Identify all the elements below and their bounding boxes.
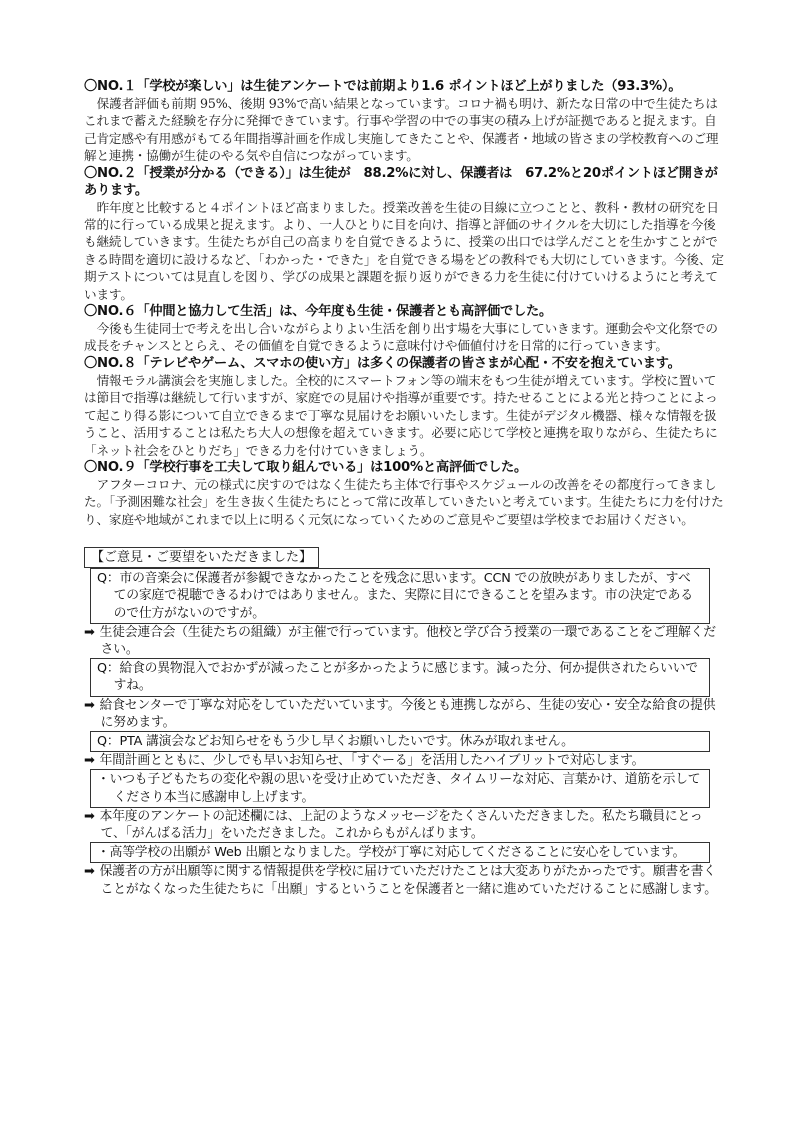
answer-text [84,863,724,897]
opinions-section [84,546,724,898]
section-paragraph: アフターコロナ、元の様式に戻すのではなく生徒たち主体で行事やスケジュールの改善をその都度行ってきました。「予測困難な社会」を生き抜く生徒たちにとって常に改革していきたいと考えています。生徒たちに力を付けたり、家庭や地域がこれまで以上に明るく元気になっていくためのご意見やご要望は学校までお届けください。 [84,476,724,527]
section-no8 [84,355,724,459]
section-no2 [84,165,724,303]
question-box [90,769,710,807]
answer-text [84,624,724,658]
section-heading: 〇NO.１「学校が楽しい」は生徒アンケートでは前期より1.6 ポイントほど上がりました（93.3%）。 [84,79,682,94]
section-heading: 〇NO.８「テレビやゲーム、スマホの使い方」は多くの保護者の皆さまが心配・不安を抱えています。 [84,355,681,371]
arrow-right-icon: ➡ [84,864,95,880]
section-paragraph: 今後も生徒同士で考えを出し合いながらよりよい生活を創り出す場を大事にしていきます。運動会や文化祭での成長をチャンスととらえ、その価値を自覚できるように意味付けや価値付けを日常的に行っていきます。 [84,321,718,354]
answer-text [84,697,724,731]
arrow-right-icon: ➡ [84,808,95,824]
section-paragraph: 情報モラル講演会を実施しました。全校的にスマートフォン等の端末をもつ生徒が増えています。学校に置いては節目で指導は継続して行いますが、家庭での見届けや指導が重要です。持たせることによる光と持つことによって起こり得る影について自立できるまで丁寧な見届けをお願いいたします。生徒がデジタル機器、様々な情報を扱うこと、活用することは私たち大人の想像を超えていきます。必要に応じて学校と連携を取りながら、生徒たちに「ネット社会をひとりだち」できる力を付けていきましょう。 [84,372,718,458]
question-text: Q：市の音楽会に保護者が参観できなかったことを残念に思います。CCN での放映がありましたが、すべての家庭で視聴できるわけではありません。また、実際に目にできることを望みます。市の決定であるので仕方がないのですが。 [97,571,693,621]
spacer [84,528,724,546]
section-paragraph: 昨年度と比較すると４ポイントほど高まりました。授業改善を生徒の目線に立つことと、教科・教材の研究を日常的に行っている成果と捉えます。より、一人ひとりに目を向け、指導と評価のサイクルを大切にした指導を今後も継続していきます。生徒たちが自己の高まりを自覚できるように、授業の出口では学んだことを生かすことができる時間を適切に設けるなど、「わかった・できた」を自覚できる場をどの教科でも大切にしていきます。今後、定期テストについては見直しを図り、学びの成果と課題を振り返りができる力を生徒に付けていけるようにと考えています。 [84,199,724,302]
answer-text [84,752,724,769]
question-box [90,658,710,696]
question-text: Q：PTA 講演会などお知らせをもう少し早くお願いしたいです。休みが取れません。 [97,733,574,749]
question-text: ・いつも子どもたちの変化や親の思いを受け止めていただき、タイムリーな対応、言葉かけ、道筋を示してくださり本当に感謝申し上げます。 [97,772,701,805]
section-no6 [84,303,724,355]
question-box [90,731,710,752]
question-box [90,842,710,863]
answer-body: 給食センターで丁寧な対応をしていただいています。今後とも連携しながら、生徒の安心・安全な給食の提供に努めます。 [99,697,716,730]
section-heading: 〇NO.２「授業が分かる（できる）」は生徒が 88.2%に対し、保護者は 67.2%と20ポイントほど開きがあります。 [84,165,718,198]
section-heading: 〇NO.９「学校行事を工夫して取り組んでいる」は100%と高評価でした。 [84,459,527,475]
answer-body: 保護者の方が出願等に関する情報提供を学校に届けていただけたことは大変ありがたかったです。願書を書くことがなくなった生徒たちに「出願」するということを保護者と一緒に進めていただけることに感謝します。 [99,864,717,897]
question-text: ・高等学校の出願が Web 出願となりました。学校が丁寧に対応してくださることに安心をしています。 [97,845,686,861]
answer-body: 本年度のアンケートの記述欄には、上記のようなメッセージをたくさんいただきました。私たち職員にとって、「がんばる活力」をいただきました。これからもがんばります。 [99,808,703,841]
opinions-heading: 【ご意見・ご要望をいただきました】 [84,547,319,568]
section-no9 [84,459,724,528]
answer-text [84,808,724,842]
answer-body: 年間計画とともに、少しでも早いお知らせ、「すぐーる」を活用したハイブリットで対応します。 [99,753,645,769]
arrow-right-icon: ➡ [84,753,95,769]
question-text: Q：給食の異物混入でおかずが減ったことが多かったように感じます。減った分、何か提供されたらいいですね。 [97,661,698,694]
question-box [90,568,710,624]
section-heading: 〇NO.６「仲間と協力して生活」は、今年度も生徒・保護者とも高評価でした。 [84,304,552,320]
arrow-right-icon: ➡ [84,624,95,640]
section-no1 [84,78,724,165]
section-paragraph: 保護者評価も前期 95%、後期 93%で高い結果となっています。コロナ禍も明け、新たな日常の中で生徒たちはこれまで蓄えた経験を存分に発揮できています。行事や学習の中での事実の積み上げが証拠であると捉えます。自己肯定感や有用感がもてる年間指導計画を作成し実施してきたことや、保護者・地域の皆さまの学校教育へのご理解と連携・協働が生徒のやる気や自信につながっています。 [84,96,719,164]
answer-body: 生徒会連合会（生徒たちの組織）が主催で行っています。他校と学び合う授業の一環であることをご理解ください。 [99,624,716,657]
document-page [84,78,724,898]
arrow-right-icon: ➡ [84,697,95,713]
